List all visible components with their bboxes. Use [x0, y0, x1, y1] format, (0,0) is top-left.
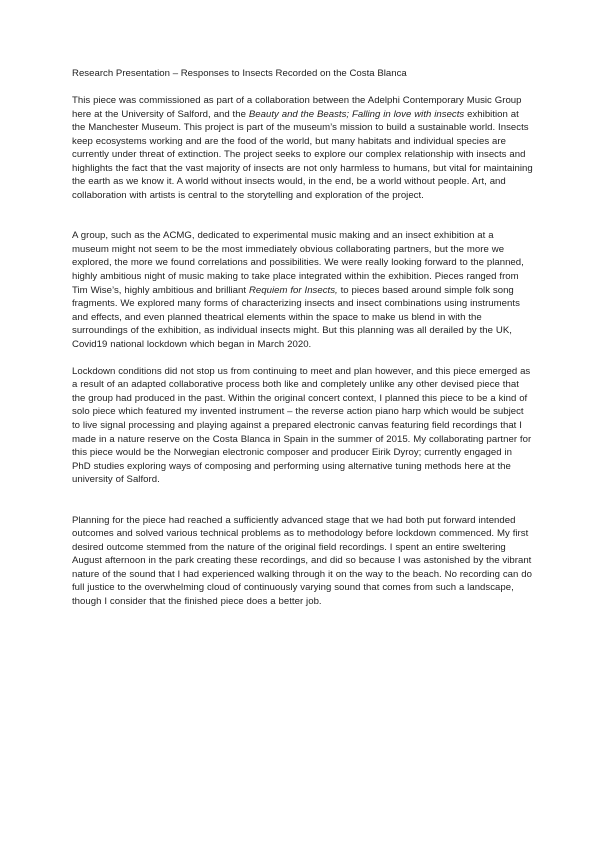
- paragraph-3: Lockdown conditions did not stop us from continuing to meet and plan however, and this piece emerged as a result of an adapted collaborative process both like and completely unlike any other devised piece that the group had produced in the past. Within the original concert context, I planned this piece to be a kind of solo piece which featured my invented instrument – the reverse action piano harp which would be subject to live signal processing and playing against a prepared electronic canvas featuring field recordings that I made in a nature reserve on the Costa Blanca in Spain in the summer of 2015. My collaborating partner for this piece would be the Norwegian electronic composer and producer Eirik Dyroy; currently engaged in PhD studies exploring ways of composing and performing using alternative tuning methods here at the university of Salford.: [72, 365, 532, 486]
- paragraph-4: Planning for the piece had reached a sufficiently advanced stage that we had both put forward intended outcomes and solved various technical problems as to methodology before lockdown commenced. My first desired outcome stemmed from the nature of the original field recordings. I spent an entire sweltering August afternoon in the park creating these recordings, and did so because I was astonished by the vibrant nature of the sound that I had experienced walking through it on the way to the beach. No recording can do full justice to the overwhelming cloud of continuously varying sound that comes from such a landscape, though I consider that the finished piece does a better job.: [72, 514, 532, 607]
- paragraph-2: [72, 229, 533, 351]
- paragraph-2-text-a: A group, such as the ACMG, dedicated to experimental music making and an insect exhibition at a museum might not seem to be the most immediately obvious collaborating partners, but the more we explored, the more we found correlations and possibilities. We were really looking forward to the planned, highly ambitious night of music making to take place integrated within the exhibition. Pieces ranged from Tim Wise’s, highly ambitious and brilliant: [72, 230, 524, 296]
- paragraph-2-text-c: to pieces based around simple folk song fragments. We explored many forms of characterizing insects and insect combinations using instruments and effects, and even planned theatrical elements within the space to make us blend in with the surroundings of the exhibition, as individual insects might. But this planning was all derailed by the UK, Covid19 national lockdown which began in March 2020.: [72, 284, 520, 350]
- paragraph-spacer: [72, 351, 533, 365]
- paragraph-1-text-c: exhibition at the Manchester Museum. This project is part of the museum’s mission to build a sustainable world. Insects keep ecosystems working and are the food of the world, but many habitats and individual species are currently under threat of extinction. The project seeks to explore our complex relationship with insects and highlights the fact that the vast majority of insects are not only harmless to humans, but vital for maintaining the earth as we know it. A world without insects would, in the end, be a world without people. Art, and collaboration with artists is central to the storytelling and exploration of the project.: [72, 108, 533, 201]
- paragraph-1-exhibition-title: Beauty and the Beasts; Falling in love with insects: [248, 108, 465, 120]
- paragraph-spacer: [72, 202, 533, 229]
- paragraph-1: [72, 94, 533, 202]
- paragraph-spacer: [72, 487, 533, 514]
- paragraph-2-work-title: Requiem for Insects,: [248, 284, 338, 296]
- document-title: Research Presentation – Responses to Insects Recorded on the Costa Blanca: [72, 68, 407, 79]
- paragraph-1-text-a: This piece was commissioned as part of a collaboration between the Adelphi Contemporary Music Group here at the University of Salford, and the: [72, 95, 522, 120]
